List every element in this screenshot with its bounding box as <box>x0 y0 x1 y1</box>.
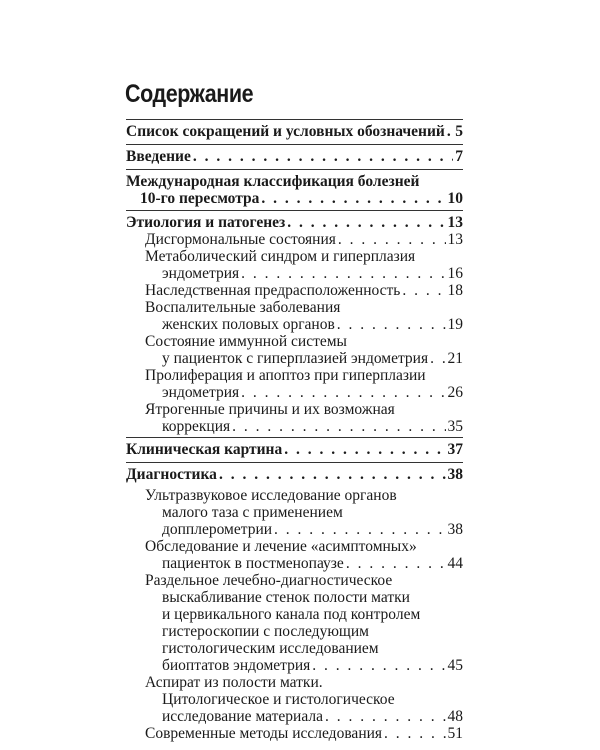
toc-dot-leader <box>219 466 446 484</box>
toc-entry-text: Раздельное лечебно-диагностическое <box>145 572 393 589</box>
page-title: Содержание <box>125 80 254 108</box>
toc-dot-leader <box>193 148 453 166</box>
section-divider <box>126 437 463 438</box>
toc-entry-classification[interactable] <box>140 190 463 208</box>
toc-entry-text: малого таза с применением <box>162 504 343 521</box>
toc-page-number: 48 <box>447 708 463 725</box>
toc-page-number: 38 <box>447 466 463 483</box>
toc-entry-text: эндометрия <box>162 265 240 282</box>
toc-dot-leader <box>447 123 453 141</box>
toc-entry-text: коррекция <box>162 418 231 435</box>
toc-entry-text: гистологическим исследованием <box>162 640 379 657</box>
toc-dot-leader <box>241 265 445 283</box>
toc-page-number: 51 <box>447 725 463 742</box>
toc-entry-text: пациенток в постменопаузе <box>162 555 344 572</box>
toc-page-number: 13 <box>447 214 463 231</box>
toc-dot-leader <box>337 316 446 334</box>
toc-page-number: 26 <box>447 384 463 401</box>
toc-page-number: 18 <box>447 282 463 299</box>
toc-entry-text: Метаболический синдром и гиперплазия <box>145 248 416 265</box>
section-divider <box>126 210 463 211</box>
toc-entry-iatrogenic[interactable] <box>162 418 463 436</box>
toc-entry-diagnostics[interactable] <box>126 466 463 484</box>
toc-entry-text: Состояние иммунной системы <box>145 333 347 350</box>
toc-entry-text: Список сокращений и условных обозначений <box>126 123 445 140</box>
toc-entry-introduction[interactable] <box>126 148 463 166</box>
toc-entry-text: эндометрия <box>162 384 240 401</box>
toc-entry-text: Ультразвуковое исследование органов <box>145 487 397 504</box>
toc-entry-aspirate[interactable] <box>162 708 463 726</box>
toc-dot-leader <box>287 214 445 232</box>
section-divider <box>126 119 463 120</box>
toc-page-number: 7 <box>455 148 463 165</box>
toc-page-number: 5 <box>455 123 463 140</box>
toc-entry-text: Воспалительные заболевания <box>145 299 341 316</box>
section-divider <box>126 169 463 170</box>
toc-dot-leader <box>325 708 446 726</box>
section-divider <box>126 144 463 145</box>
toc-dot-leader <box>402 282 445 300</box>
toc-page-number: 44 <box>447 555 463 572</box>
section-divider <box>126 462 463 463</box>
toc-entry-text: Международная классификация болезней <box>126 173 420 190</box>
toc-entry-text: у пациенток с гиперплазией эндометрия <box>162 350 429 367</box>
toc-entry-clinical[interactable] <box>126 441 463 459</box>
toc-entry-text: Цитологическое и гистологическое <box>162 691 395 708</box>
toc-entry-text: допплерометрии <box>162 521 273 538</box>
toc-entry-heredity[interactable] <box>145 282 463 300</box>
toc-entry-text: и цервикального канала под контролем <box>162 606 421 623</box>
toc-entry-text: биоптатов эндометрия <box>162 657 311 674</box>
toc-dot-leader <box>232 418 445 436</box>
toc-page-number: 13 <box>447 231 463 248</box>
toc-entry-text: Введение <box>126 148 191 165</box>
toc-entry-abbreviations[interactable] <box>126 123 463 141</box>
toc-entry-text: Диагностика <box>126 466 217 483</box>
toc-dot-leader <box>346 555 446 573</box>
toc-entry-proliferation[interactable] <box>162 384 463 402</box>
toc-entry-dyshormonal[interactable] <box>145 231 463 249</box>
toc-entry-curettage[interactable] <box>162 657 463 675</box>
toc-entry-text: Аспират из полости матки. <box>145 674 323 691</box>
toc-entry-modern-methods[interactable] <box>145 725 463 743</box>
toc-entry-inflammatory[interactable] <box>162 316 463 334</box>
toc-page-number: 45 <box>447 657 463 674</box>
toc-entry-ultrasound[interactable] <box>162 521 463 539</box>
toc-entry-text: Ятрогенные причины и их возможная <box>145 401 395 418</box>
toc-dot-leader <box>274 521 445 539</box>
toc-entry-text: гистероскопии с последующим <box>162 623 369 640</box>
toc-entry-text: Наследственная предрасположенность <box>145 282 401 299</box>
toc-dot-leader <box>384 725 445 743</box>
toc-page-number: 35 <box>447 418 463 435</box>
toc-entry-text: выскабливание стенок полости матки <box>162 589 410 606</box>
toc-dot-leader <box>338 231 446 249</box>
toc-entry-asymptomatic[interactable] <box>162 555 463 573</box>
toc-page-number: 19 <box>447 316 463 333</box>
toc-entry-immune[interactable] <box>162 350 463 368</box>
toc-page-number: 37 <box>447 441 463 458</box>
toc-entry-metabolic[interactable] <box>162 265 463 283</box>
toc-dot-leader <box>312 657 445 675</box>
toc-entry-text: Обследование и лечение «асимптомных» <box>145 538 417 555</box>
toc-entry-etiology[interactable] <box>126 214 463 232</box>
toc-dot-leader <box>284 441 445 459</box>
toc-entry-text: женских половых органов <box>162 316 335 333</box>
toc-page-number: 10 <box>447 190 463 207</box>
toc-dot-leader <box>241 384 445 402</box>
toc-dot-leader <box>261 190 445 208</box>
toc-page-number: 21 <box>447 350 463 367</box>
toc-page-number: 38 <box>447 521 463 538</box>
toc-entry-text: Этиология и патогенез <box>126 214 286 231</box>
toc-entry-text: Клиническая картина <box>126 441 283 458</box>
toc-entry-text: Дисгормональные состояния <box>145 231 336 248</box>
toc-entry-text: Пролиферация и апоптоз при гиперплазии <box>145 367 426 384</box>
toc-entry-text: Современные методы исследования <box>145 725 383 742</box>
toc-dot-leader <box>430 350 445 368</box>
toc-entry-text: 10-го пересмотра <box>140 190 260 207</box>
toc-entry-text: исследование материала <box>162 708 323 725</box>
toc-page-number: 16 <box>447 265 463 282</box>
